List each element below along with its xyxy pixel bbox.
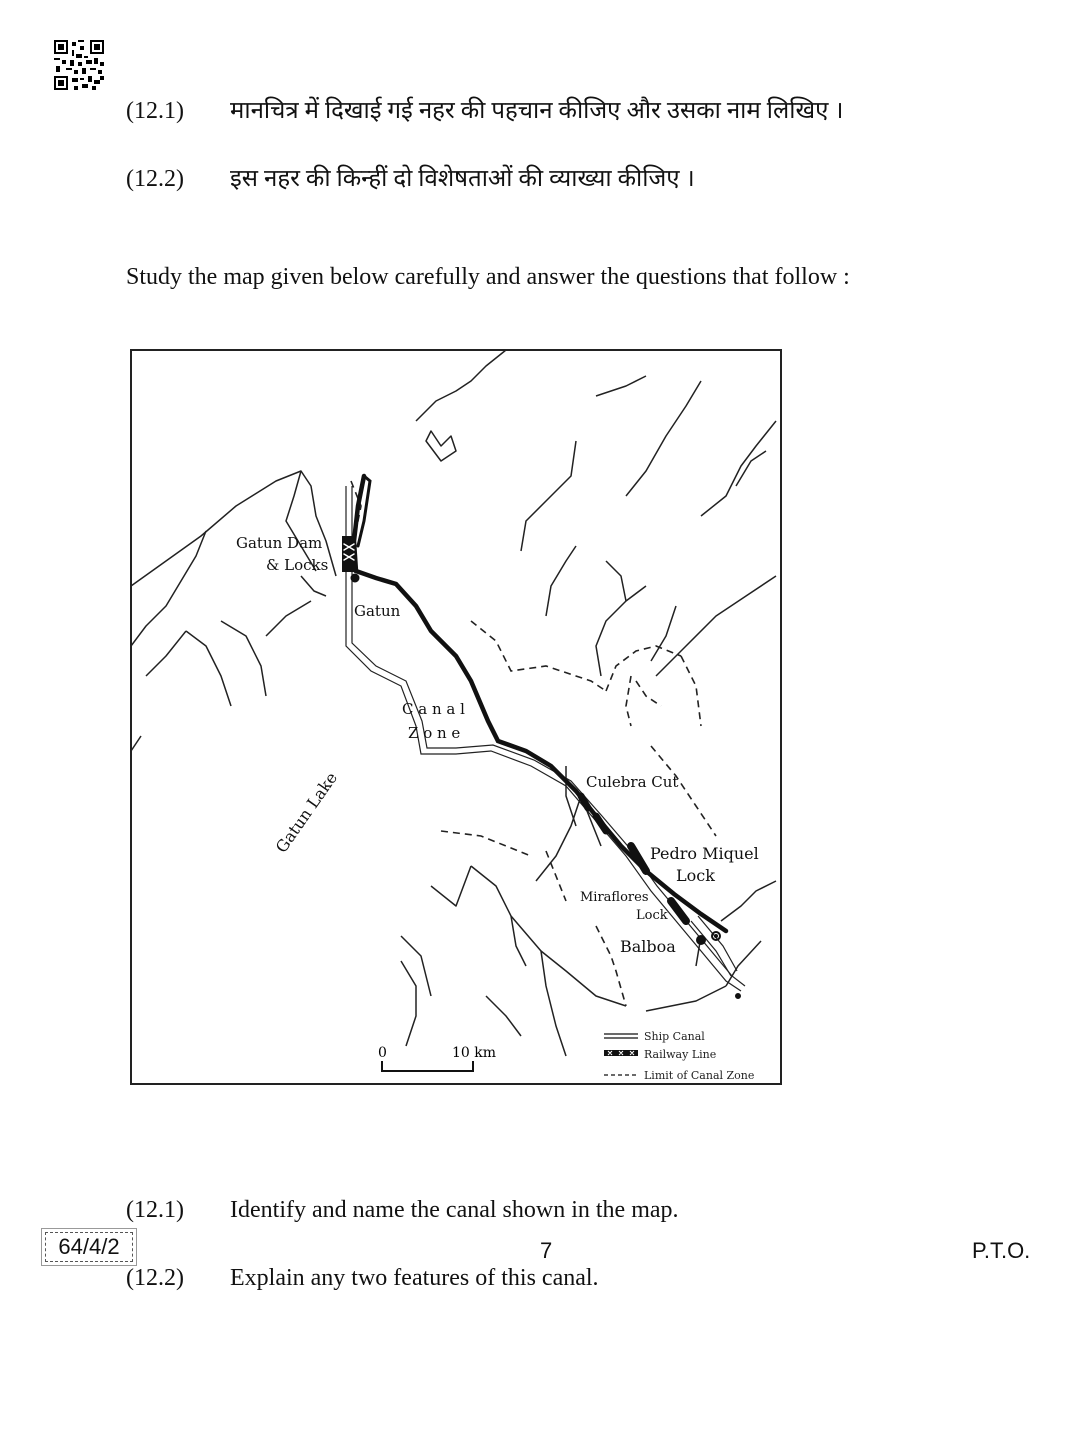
label-gatun-dam: Gatun Dam [236, 534, 323, 552]
pto-label: P.T.O. [972, 1238, 1031, 1263]
scale-zero: 0 [378, 1045, 387, 1061]
label-pedro-miguel: Pedro Miquel [650, 844, 759, 863]
question-number: (12.2) [126, 1265, 184, 1291]
hindi-question-12-2 [126, 164, 695, 194]
english-question-12-2 [126, 1263, 599, 1293]
label-gatun: Gatun [354, 602, 401, 620]
page-number: 7 [540, 1238, 553, 1263]
legend-railway-line: Railway Line [644, 1048, 717, 1061]
hindi-question-12-1 [126, 96, 843, 126]
label-gatun-locks: & Locks [266, 556, 329, 574]
question-text: Explain any two features of this canal. [230, 1265, 599, 1291]
legend-canal-zone-limit: Limit of Canal Zone [644, 1069, 755, 1082]
question-number: (12.2) [126, 166, 184, 192]
label-gatun-lake: Gatun Lake [271, 768, 342, 857]
question-text: Identify and name the canal shown in the map. [230, 1197, 679, 1223]
panama-canal-map [126, 346, 786, 1088]
question-number: (12.1) [126, 1197, 184, 1223]
label-culebra-cut: Culebra Cut [586, 773, 679, 791]
label-pedro-lock: Lock [676, 866, 715, 885]
qr-code-icon [54, 40, 104, 90]
label-miraflores: Miraflores [580, 890, 649, 905]
label-miraflores-lock: Lock [636, 908, 668, 923]
question-text: मानचित्र में दिखाई गई नहर की पहचान कीजिए और उसका नाम लिखिए । [230, 98, 844, 124]
label-balboa: Balboa [620, 937, 676, 956]
label-canal: C a n a l [402, 700, 465, 718]
instruction-text: Study the map given below carefully and answer the questions that follow : [126, 264, 850, 290]
scale-distance: 10 km [452, 1045, 497, 1061]
question-paper-code: 64/4/2 [45, 1232, 133, 1262]
label-zone: Z o n e [408, 724, 461, 742]
question-number: (12.1) [126, 98, 184, 124]
english-question-12-1 [126, 1195, 679, 1225]
legend-ship-canal: Ship Canal [644, 1030, 705, 1043]
question-text: इस नहर की किन्हीं दो विशेषताओं की व्याख्या कीजिए । [230, 166, 695, 192]
